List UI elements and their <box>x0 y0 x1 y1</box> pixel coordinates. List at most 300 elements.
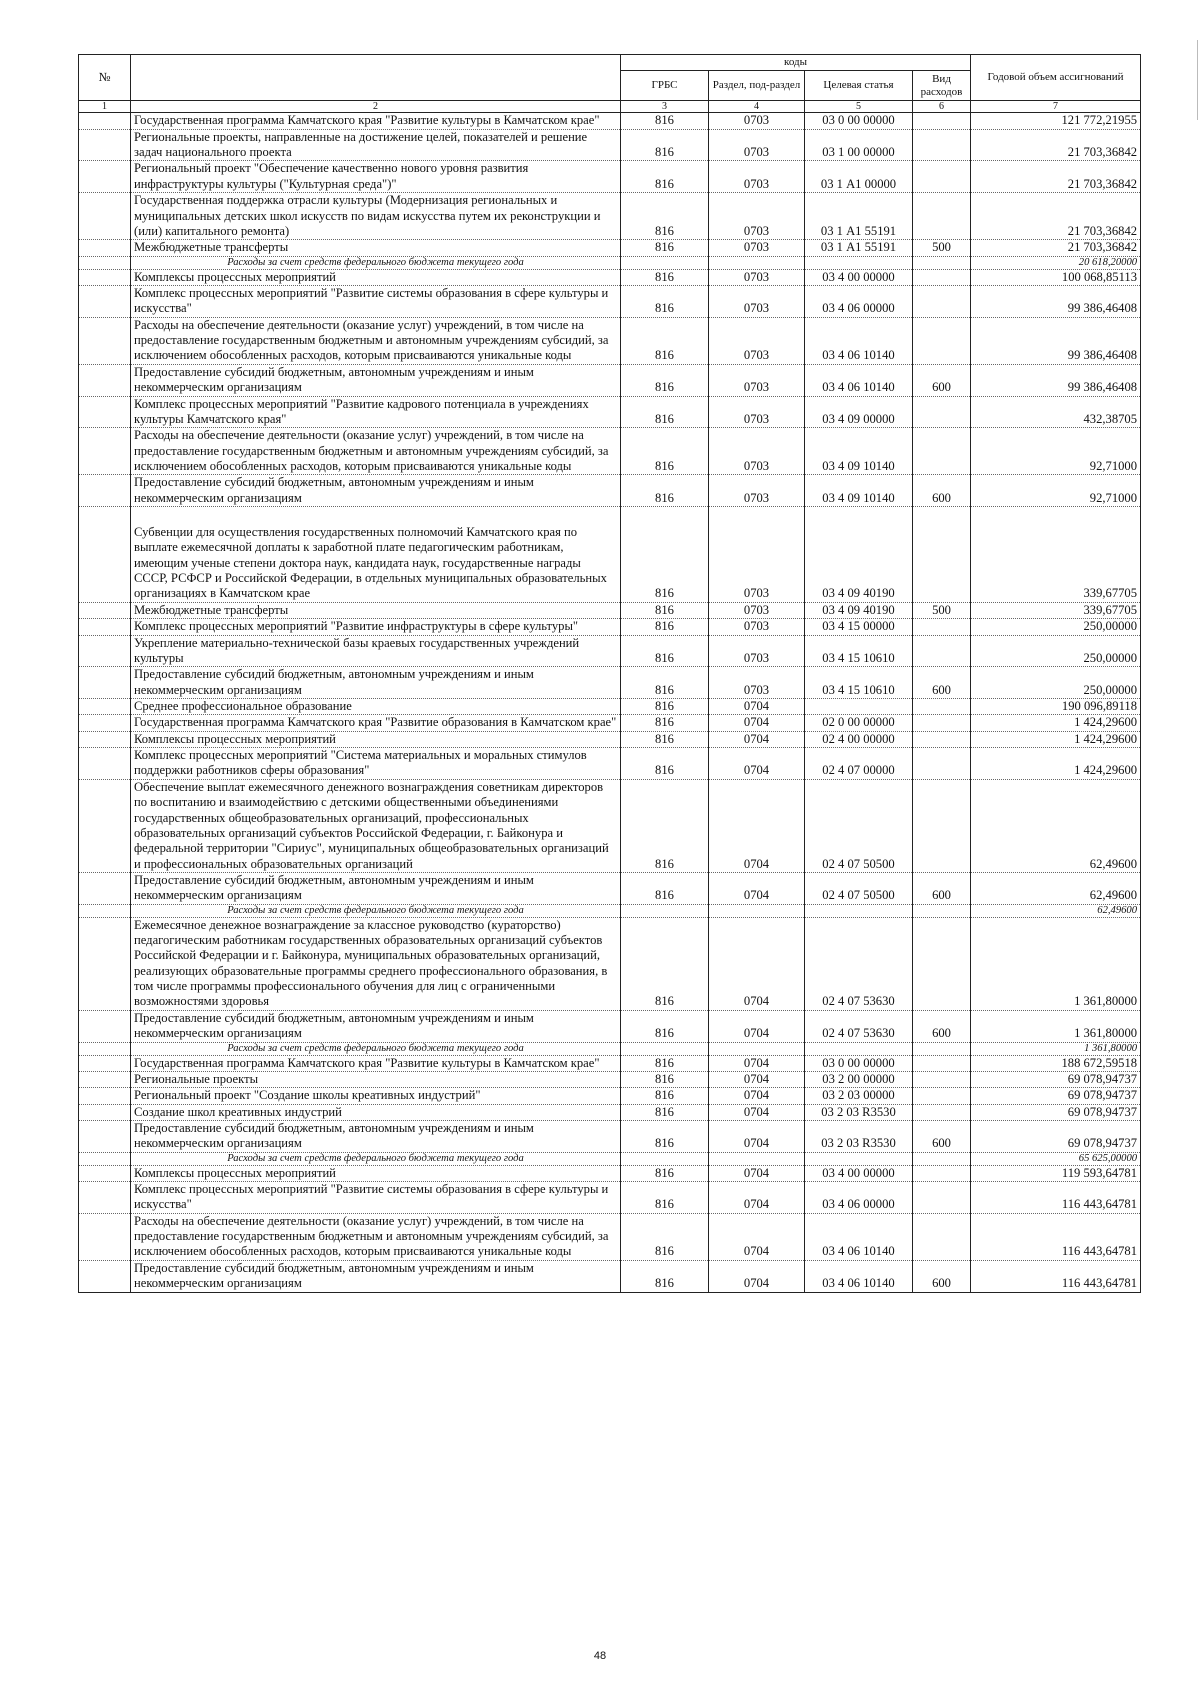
cell-razdel: 0703 <box>709 161 805 193</box>
cell-expense-type <box>913 256 971 269</box>
cell-amount: 339,67705 <box>971 507 1141 603</box>
cell-grbs: 816 <box>621 1165 709 1181</box>
cell-target-article: 03 4 06 10140 <box>805 364 913 396</box>
cell-name: Обеспечение выплат ежемесячного денежного вознаграждения советникам директоров по воспитанию и взаимодействию с детскими общественными объединениями государственных общеобразовательных организаций, профессиональных образовательных организаций субъектов Российской Федерации, г. Байконура и федеральной территории "Сириус", муниципальных общеобразовательных организаций и профессиональных образовательных организаций <box>131 779 621 872</box>
cell-target-article: 03 4 00 00000 <box>805 1165 913 1181</box>
cell-name: Государственная программа Камчатского края "Развитие образования в Камчатском крае" <box>131 715 621 731</box>
cell-no <box>79 667 131 699</box>
table-row <box>79 475 1141 507</box>
cell-amount: 100 068,85113 <box>971 269 1141 285</box>
cell-grbs: 816 <box>621 731 709 747</box>
table-row <box>79 193 1141 240</box>
cell-no <box>79 240 131 256</box>
cell-razdel: 0704 <box>709 1010 805 1042</box>
cell-name: Региональные проекты, направленные на достижение целей, показателей и решение задач национального проекта <box>131 129 621 161</box>
cell-grbs: 816 <box>621 602 709 618</box>
cell-no <box>79 1055 131 1071</box>
cell-name: Комплексы процессных мероприятий <box>131 1165 621 1181</box>
cell-no <box>79 1260 131 1292</box>
cell-razdel: 0703 <box>709 129 805 161</box>
cell-amount: 432,38705 <box>971 396 1141 428</box>
cell-amount: 1 361,80000 <box>971 1010 1141 1042</box>
cell-name: Предоставление субсидий бюджетным, автономным учреждениям и иным некоммерческим организациям <box>131 475 621 507</box>
cell-name: Межбюджетные трансферты <box>131 240 621 256</box>
table-row <box>79 317 1141 364</box>
header-razdel: Раздел, под-раздел <box>709 71 805 101</box>
cell-name: Предоставление субсидий бюджетным, автономным учреждениям и иным некоммерческим организациям <box>131 872 621 904</box>
cell-expense-type <box>913 904 971 917</box>
cell-razdel <box>709 904 805 917</box>
cell-amount: 116 443,64781 <box>971 1182 1141 1214</box>
cell-grbs: 816 <box>621 1104 709 1120</box>
cell-expense-type: 600 <box>913 667 971 699</box>
cell-grbs: 816 <box>621 317 709 364</box>
cell-expense-type <box>913 161 971 193</box>
cell-name: Субвенции для осуществления государственных полномочий Камчатского края по выплате ежемесячной доплаты к заработной плате педагогическим работникам, имеющим ученые степени доктора наук, кандидата наук, государственные награды СССР, РСФСР и Российской Федерации, в отдельных муниципальных образовательных организациях в Камчатском крае <box>131 507 621 603</box>
cell-name: Государственная поддержка отрасли культуры (Модернизация региональных и муниципальных детских школ искусств по видам искусства путем их реконструкции и (или) капитального ремонта) <box>131 193 621 240</box>
cell-razdel: 0703 <box>709 396 805 428</box>
cell-target-article: 03 0 00 00000 <box>805 113 913 129</box>
cell-no <box>79 113 131 129</box>
cell-target-article: 03 4 06 10140 <box>805 1213 913 1260</box>
cell-target-article: 03 4 06 00000 <box>805 286 913 318</box>
table-row <box>79 1165 1141 1181</box>
colnum: 4 <box>709 101 805 113</box>
cell-razdel: 0703 <box>709 475 805 507</box>
cell-name: Комплекс процессных мероприятий "Развитие системы образования в сфере культуры и искусства" <box>131 286 621 318</box>
cell-name: Региональный проект "Создание школы креативных индустрий" <box>131 1088 621 1104</box>
cell-grbs <box>621 904 709 917</box>
table-row <box>79 635 1141 667</box>
cell-razdel: 0704 <box>709 748 805 780</box>
table-row <box>79 731 1141 747</box>
page-number: 48 <box>593 1650 607 1662</box>
cell-amount: 92,71000 <box>971 475 1141 507</box>
cell-expense-type <box>913 635 971 667</box>
cell-grbs: 816 <box>621 1055 709 1071</box>
cell-no <box>79 1088 131 1104</box>
cell-grbs: 816 <box>621 1213 709 1260</box>
colnum: 7 <box>971 101 1141 113</box>
cell-expense-type <box>913 1071 971 1087</box>
cell-expense-type <box>913 1165 971 1181</box>
cell-grbs <box>621 1152 709 1165</box>
cell-name: Региональные проекты <box>131 1071 621 1087</box>
table-row <box>79 364 1141 396</box>
cell-expense-type <box>913 779 971 872</box>
cell-razdel: 0704 <box>709 917 805 1010</box>
cell-target-article: 03 4 09 10140 <box>805 475 913 507</box>
cell-amount: 1 424,29600 <box>971 731 1141 747</box>
cell-target-article: 03 4 00 00000 <box>805 269 913 285</box>
cell-grbs: 816 <box>621 1071 709 1087</box>
cell-amount: 1 424,29600 <box>971 715 1141 731</box>
table-row <box>79 1120 1141 1152</box>
cell-no <box>79 872 131 904</box>
cell-name: Предоставление субсидий бюджетным, автономным учреждениям и иным некоммерческим организациям <box>131 667 621 699</box>
cell-grbs: 816 <box>621 715 709 731</box>
column-number-row <box>79 101 1141 113</box>
cell-expense-type <box>913 698 971 714</box>
cell-amount: 21 703,36842 <box>971 129 1141 161</box>
cell-expense-type <box>913 1104 971 1120</box>
cell-no <box>79 698 131 714</box>
cell-name: Среднее профессиональное образование <box>131 698 621 714</box>
cell-razdel: 0704 <box>709 1182 805 1214</box>
cell-target-article: 03 1 А1 55191 <box>805 193 913 240</box>
cell-expense-type <box>913 286 971 318</box>
table-row <box>79 917 1141 1010</box>
cell-expense-type <box>913 1213 971 1260</box>
cell-no <box>79 193 131 240</box>
table-row <box>79 269 1141 285</box>
cell-name: Расходы на обеспечение деятельности (оказание услуг) учреждений, в том числе на предоставление государственным бюджетным и автономным учреждениям субсидий, за исключением обособленных расходов, которым присваиваются уникальные коды <box>131 317 621 364</box>
header-cs: Целевая статья <box>805 71 913 101</box>
budget-allocation-table <box>78 54 1141 1293</box>
cell-name: Межбюджетные трансферты <box>131 602 621 618</box>
cell-expense-type <box>913 129 971 161</box>
cell-amount: 69 078,94737 <box>971 1104 1141 1120</box>
cell-grbs: 816 <box>621 635 709 667</box>
cell-amount: 1 361,80000 <box>971 917 1141 1010</box>
header-sum: Годовой объем ассигнований <box>971 55 1141 101</box>
cell-grbs: 816 <box>621 396 709 428</box>
cell-grbs: 816 <box>621 428 709 475</box>
cell-razdel: 0704 <box>709 1120 805 1152</box>
table-row <box>79 428 1141 475</box>
cell-razdel: 0704 <box>709 1104 805 1120</box>
cell-expense-type <box>913 1055 971 1071</box>
cell-expense-type <box>913 748 971 780</box>
cell-grbs <box>621 1042 709 1055</box>
cell-amount: 121 772,21955 <box>971 113 1141 129</box>
cell-target-article <box>805 698 913 714</box>
table-row <box>79 1260 1141 1292</box>
header-no: № <box>79 55 131 101</box>
cell-target-article: 02 0 00 00000 <box>805 715 913 731</box>
cell-amount: 99 386,46408 <box>971 317 1141 364</box>
table-row <box>79 872 1141 904</box>
cell-no <box>79 396 131 428</box>
cell-no <box>79 317 131 364</box>
cell-no <box>79 602 131 618</box>
cell-no <box>79 475 131 507</box>
cell-grbs: 816 <box>621 129 709 161</box>
cell-expense-type: 500 <box>913 240 971 256</box>
cell-amount: 21 703,36842 <box>971 240 1141 256</box>
cell-expense-type <box>913 317 971 364</box>
table-row <box>79 698 1141 714</box>
federal-budget-row <box>79 256 1141 269</box>
cell-amount: 21 703,36842 <box>971 193 1141 240</box>
table-row <box>79 129 1141 161</box>
cell-razdel <box>709 1152 805 1165</box>
cell-expense-type <box>913 193 971 240</box>
cell-no <box>79 748 131 780</box>
cell-razdel: 0704 <box>709 698 805 714</box>
cell-no <box>79 269 131 285</box>
cell-name: Государственная программа Камчатского края "Развитие культуры в Камчатском крае" <box>131 113 621 129</box>
cell-no <box>79 715 131 731</box>
cell-grbs: 816 <box>621 1088 709 1104</box>
cell-razdel: 0703 <box>709 317 805 364</box>
cell-expense-type <box>913 507 971 603</box>
cell-grbs: 816 <box>621 240 709 256</box>
federal-budget-row <box>79 1042 1141 1055</box>
cell-target-article: 03 4 06 00000 <box>805 1182 913 1214</box>
table-row <box>79 161 1141 193</box>
cell-target-article: 03 4 06 10140 <box>805 1260 913 1292</box>
table-row <box>79 507 1141 603</box>
cell-target-article: 03 4 15 10610 <box>805 667 913 699</box>
cell-amount: 116 443,64781 <box>971 1260 1141 1292</box>
cell-expense-type: 600 <box>913 1120 971 1152</box>
table-row <box>79 396 1141 428</box>
cell-grbs: 816 <box>621 269 709 285</box>
table-row <box>79 1104 1141 1120</box>
cell-amount: 69 078,94737 <box>971 1071 1141 1087</box>
cell-razdel: 0703 <box>709 286 805 318</box>
cell-expense-type: 600 <box>913 475 971 507</box>
cell-razdel: 0703 <box>709 507 805 603</box>
cell-name: Расходы на обеспечение деятельности (оказание услуг) учреждений, в том числе на предоставление государственным бюджетным и автономным учреждениям субсидий, за исключением обособленных расходов, которым присваиваются уникальные коды <box>131 1213 621 1260</box>
cell-target-article: 02 4 07 53630 <box>805 917 913 1010</box>
cell-amount: 92,71000 <box>971 428 1141 475</box>
cell-name: Предоставление субсидий бюджетным, автономным учреждениям и иным некоммерческим организациям <box>131 1260 621 1292</box>
cell-name: Комплексы процессных мероприятий <box>131 731 621 747</box>
budget-table-page <box>78 54 1140 1293</box>
colnum: 1 <box>79 101 131 113</box>
header-vr: Вид расходов <box>913 71 971 101</box>
cell-razdel: 0704 <box>709 1165 805 1181</box>
cell-amount: 250,00000 <box>971 667 1141 699</box>
cell-amount: 69 078,94737 <box>971 1088 1141 1104</box>
table-body <box>79 113 1141 1292</box>
cell-target-article: 02 4 07 53630 <box>805 1010 913 1042</box>
cell-grbs: 816 <box>621 748 709 780</box>
cell-amount: 65 625,00000 <box>971 1152 1141 1165</box>
table-row <box>79 1088 1141 1104</box>
cell-no <box>79 917 131 1010</box>
header-codes: коды <box>621 55 971 71</box>
cell-target-article: 02 4 07 50500 <box>805 779 913 872</box>
cell-target-article: 03 4 06 10140 <box>805 317 913 364</box>
cell-name: Комплекс процессных мероприятий "Развитие кадрового потенциала в учреждениях культуры Камчатского края" <box>131 396 621 428</box>
table-row <box>79 619 1141 635</box>
cell-grbs: 816 <box>621 475 709 507</box>
cell-grbs: 816 <box>621 161 709 193</box>
cell-expense-type: 600 <box>913 1010 971 1042</box>
table-row <box>79 748 1141 780</box>
cell-amount: 99 386,46408 <box>971 286 1141 318</box>
cell-name: Предоставление субсидий бюджетным, автономным учреждениям и иным некоммерческим организациям <box>131 1120 621 1152</box>
cell-name: Комплекс процессных мероприятий "Развитие инфраструктуры в сфере культуры" <box>131 619 621 635</box>
cell-target-article: 03 4 09 10140 <box>805 428 913 475</box>
cell-amount: 339,67705 <box>971 602 1141 618</box>
cell-razdel: 0704 <box>709 779 805 872</box>
cell-no <box>79 129 131 161</box>
scan-edge-mark <box>1197 40 1198 120</box>
table-row <box>79 1213 1141 1260</box>
cell-razdel: 0703 <box>709 193 805 240</box>
cell-razdel: 0704 <box>709 1071 805 1087</box>
cell-target-article <box>805 1152 913 1165</box>
cell-razdel: 0704 <box>709 1055 805 1071</box>
cell-target-article: 02 4 07 00000 <box>805 748 913 780</box>
cell-name: Расходы за счет средств федерального бюджета текущего года <box>131 256 621 269</box>
cell-target-article: 03 1 00 00000 <box>805 129 913 161</box>
cell-name: Предоставление субсидий бюджетным, автономным учреждениям и иным некоммерческим организациям <box>131 364 621 396</box>
cell-expense-type <box>913 396 971 428</box>
cell-name: Расходы на обеспечение деятельности (оказание услуг) учреждений, в том числе на предоставление государственным бюджетным и автономным учреждениям субсидий, за исключением обособленных расходов, которым присваиваются уникальные коды <box>131 428 621 475</box>
cell-target-article: 03 2 03 R3530 <box>805 1104 913 1120</box>
cell-target-article: 03 4 15 10610 <box>805 635 913 667</box>
cell-target-article: 03 0 00 00000 <box>805 1055 913 1071</box>
cell-grbs: 816 <box>621 779 709 872</box>
cell-expense-type <box>913 1152 971 1165</box>
cell-grbs <box>621 256 709 269</box>
cell-target-article: 02 4 00 00000 <box>805 731 913 747</box>
cell-amount: 250,00000 <box>971 619 1141 635</box>
cell-grbs: 816 <box>621 507 709 603</box>
colnum: 6 <box>913 101 971 113</box>
header-grbs: ГРБС <box>621 71 709 101</box>
cell-razdel: 0703 <box>709 667 805 699</box>
cell-name: Комплекс процессных мероприятий "Развитие системы образования в сфере культуры и искусства" <box>131 1182 621 1214</box>
cell-amount: 116 443,64781 <box>971 1213 1141 1260</box>
cell-target-article: 03 2 00 00000 <box>805 1071 913 1087</box>
cell-amount: 99 386,46408 <box>971 364 1141 396</box>
cell-no <box>79 507 131 603</box>
cell-amount: 1 361,80000 <box>971 1042 1141 1055</box>
cell-no <box>79 1104 131 1120</box>
cell-name: Расходы за счет средств федерального бюджета текущего года <box>131 904 621 917</box>
cell-no <box>79 1165 131 1181</box>
cell-expense-type <box>913 917 971 1010</box>
table-row <box>79 715 1141 731</box>
cell-expense-type <box>913 1182 971 1214</box>
cell-amount: 1 424,29600 <box>971 748 1141 780</box>
cell-no <box>79 1213 131 1260</box>
cell-razdel: 0704 <box>709 872 805 904</box>
colnum: 5 <box>805 101 913 113</box>
cell-expense-type <box>913 1042 971 1055</box>
cell-no <box>79 1071 131 1087</box>
cell-razdel <box>709 256 805 269</box>
cell-no <box>79 286 131 318</box>
cell-amount: 190 096,89118 <box>971 698 1141 714</box>
table-row <box>79 779 1141 872</box>
table-row <box>79 1055 1141 1071</box>
cell-target-article: 03 4 15 00000 <box>805 619 913 635</box>
cell-name: Укрепление материально-технической базы краевых государственных учреждений культуры <box>131 635 621 667</box>
cell-expense-type: 600 <box>913 872 971 904</box>
cell-target-article: 03 2 03 R3530 <box>805 1120 913 1152</box>
cell-razdel: 0703 <box>709 428 805 475</box>
colnum: 2 <box>131 101 621 113</box>
cell-no <box>79 1182 131 1214</box>
cell-grbs: 816 <box>621 1260 709 1292</box>
cell-no <box>79 428 131 475</box>
header-name <box>131 55 621 101</box>
cell-no <box>79 161 131 193</box>
cell-name: Комплексы процессных мероприятий <box>131 269 621 285</box>
cell-amount: 20 618,20000 <box>971 256 1141 269</box>
cell-name: Государственная программа Камчатского края "Развитие культуры в Камчатском крае" <box>131 1055 621 1071</box>
table-row <box>79 667 1141 699</box>
cell-target-article: 03 4 09 40190 <box>805 602 913 618</box>
table-row <box>79 1182 1141 1214</box>
cell-name: Расходы за счет средств федерального бюджета текущего года <box>131 1042 621 1055</box>
cell-razdel: 0703 <box>709 240 805 256</box>
cell-expense-type <box>913 113 971 129</box>
cell-razdel: 0703 <box>709 619 805 635</box>
cell-name: Предоставление субсидий бюджетным, автономным учреждениям и иным некоммерческим организациям <box>131 1010 621 1042</box>
cell-amount: 21 703,36842 <box>971 161 1141 193</box>
cell-amount: 62,49600 <box>971 904 1141 917</box>
cell-razdel: 0703 <box>709 635 805 667</box>
cell-target-article: 03 4 09 40190 <box>805 507 913 603</box>
cell-razdel: 0704 <box>709 731 805 747</box>
cell-amount: 119 593,64781 <box>971 1165 1141 1181</box>
table-row <box>79 602 1141 618</box>
cell-expense-type: 600 <box>913 1260 971 1292</box>
cell-no <box>79 256 131 269</box>
cell-target-article: 03 2 03 00000 <box>805 1088 913 1104</box>
cell-amount: 62,49600 <box>971 779 1141 872</box>
cell-no <box>79 635 131 667</box>
cell-no <box>79 779 131 872</box>
cell-razdel: 0704 <box>709 715 805 731</box>
cell-target-article: 03 1 А1 55191 <box>805 240 913 256</box>
cell-grbs: 816 <box>621 917 709 1010</box>
cell-expense-type <box>913 428 971 475</box>
cell-name: Расходы за счет средств федерального бюджета текущего года <box>131 1152 621 1165</box>
cell-grbs: 816 <box>621 872 709 904</box>
cell-grbs: 816 <box>621 1010 709 1042</box>
cell-expense-type <box>913 619 971 635</box>
cell-name: Создание школ креативных индустрий <box>131 1104 621 1120</box>
cell-razdel: 0704 <box>709 1260 805 1292</box>
cell-target-article: 03 1 А1 00000 <box>805 161 913 193</box>
cell-amount: 69 078,94737 <box>971 1120 1141 1152</box>
cell-razdel <box>709 1042 805 1055</box>
cell-target-article: 02 4 07 50500 <box>805 872 913 904</box>
colnum: 3 <box>621 101 709 113</box>
cell-grbs: 816 <box>621 698 709 714</box>
cell-no <box>79 1010 131 1042</box>
table-row <box>79 1071 1141 1087</box>
cell-expense-type <box>913 269 971 285</box>
cell-name: Ежемесячное денежное вознаграждение за классное руководство (кураторство) педагогическим работникам государственных образовательных организаций субъектов Российской Федерации и г. Байконура, муниципальных образовательных организаций, реализующих образовательные программы среднего профессионального образования, в том числе программы профессионального обучения для лиц с ограниченными возможностями здоровья <box>131 917 621 1010</box>
cell-no <box>79 619 131 635</box>
table-row <box>79 113 1141 129</box>
cell-no <box>79 904 131 917</box>
cell-razdel: 0703 <box>709 364 805 396</box>
table-row <box>79 1010 1141 1042</box>
cell-grbs: 816 <box>621 286 709 318</box>
cell-expense-type: 600 <box>913 364 971 396</box>
cell-target-article <box>805 904 913 917</box>
table-row <box>79 286 1141 318</box>
cell-no <box>79 364 131 396</box>
cell-amount: 188 672,59518 <box>971 1055 1141 1071</box>
cell-no <box>79 1120 131 1152</box>
cell-razdel: 0704 <box>709 1088 805 1104</box>
federal-budget-row <box>79 1152 1141 1165</box>
cell-razdel: 0703 <box>709 113 805 129</box>
cell-name: Региональный проект "Обеспечение качественно нового уровня развития инфраструктуры культуры ("Культурная среда")" <box>131 161 621 193</box>
